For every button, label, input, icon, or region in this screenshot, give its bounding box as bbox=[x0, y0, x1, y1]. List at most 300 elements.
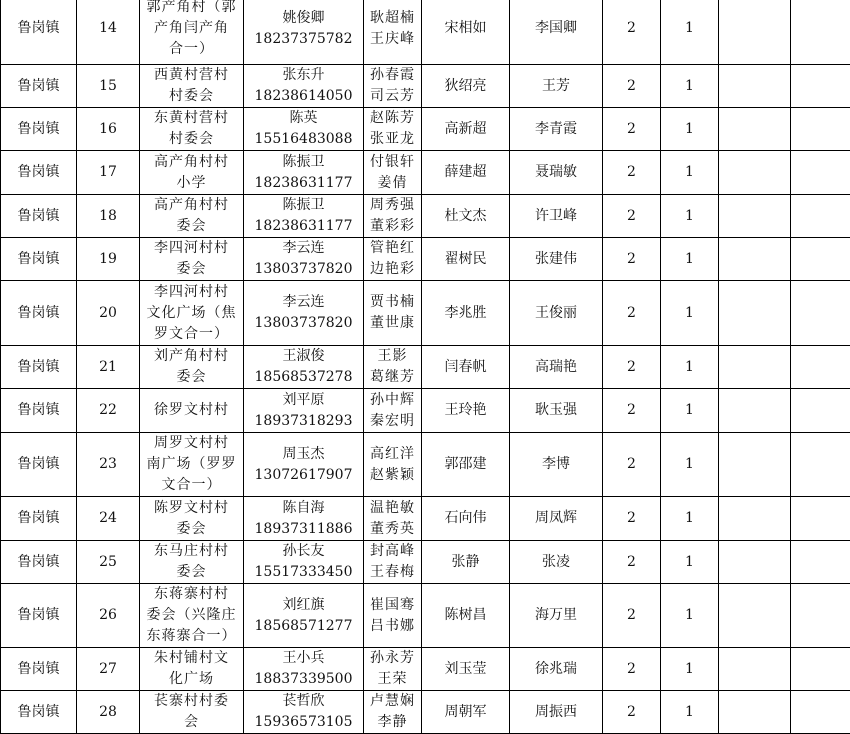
count-b-cell bbox=[661, 389, 719, 433]
site-cell bbox=[140, 151, 244, 195]
site-cell-line: 周罗文村村 bbox=[142, 433, 241, 454]
serial-cell-line: 18 bbox=[79, 206, 137, 227]
contact-cell bbox=[244, 281, 364, 346]
town-cell-line: 鲁岗镇 bbox=[3, 357, 74, 378]
table-row bbox=[1, 433, 850, 497]
blank-cell-2 bbox=[791, 281, 850, 346]
site-cell-line: 罗文合一） bbox=[142, 324, 241, 345]
table-row bbox=[1, 584, 850, 648]
contact-cell-line: 陈振卫 bbox=[246, 152, 361, 173]
person-2-cell bbox=[510, 0, 603, 65]
site-cell-line: 南广场（罗罗 bbox=[142, 454, 241, 475]
site-cell-line: 东蒋寨合一） bbox=[142, 626, 241, 647]
serial-cell bbox=[77, 151, 140, 195]
contact-cell-line: 陈自海 bbox=[246, 498, 361, 519]
contact-cell-line: 13803737820 bbox=[246, 259, 361, 280]
table-row bbox=[1, 108, 850, 151]
site-cell bbox=[140, 541, 244, 584]
contact-cell-line: 18568537278 bbox=[246, 367, 361, 388]
staff-names-cell-line: 王庆峰 bbox=[366, 29, 419, 50]
contact-cell bbox=[244, 238, 364, 281]
count-a-cell-line: 2 bbox=[605, 206, 658, 227]
town-cell bbox=[1, 691, 77, 734]
staff-names-cell-line: 王荣 bbox=[366, 669, 419, 690]
contact-cell-line: 姚俊卿 bbox=[246, 8, 361, 29]
staff-names-cell-line: 孙中辉 bbox=[366, 390, 419, 411]
person-1-cell bbox=[422, 389, 510, 433]
town-cell bbox=[1, 541, 77, 584]
count-a-cell-line: 2 bbox=[605, 605, 658, 626]
site-cell-line: 徐罗文村村 bbox=[142, 400, 241, 421]
contact-cell bbox=[244, 584, 364, 648]
contact-cell-line: 15936573105 bbox=[246, 712, 361, 733]
serial-cell bbox=[77, 281, 140, 346]
blank-cell-1 bbox=[719, 0, 791, 65]
contact-cell bbox=[244, 65, 364, 108]
contact-cell-line: 18568571277 bbox=[246, 616, 361, 637]
blank-cell-2 bbox=[791, 433, 850, 497]
site-cell-line: 李四河村村 bbox=[142, 238, 241, 259]
site-cell-line: 合一） bbox=[142, 39, 241, 60]
count-a-cell-line: 2 bbox=[605, 249, 658, 270]
person-1-cell bbox=[422, 584, 510, 648]
serial-cell-line: 17 bbox=[79, 162, 137, 183]
contact-cell-line: 18238631177 bbox=[246, 173, 361, 194]
table-row bbox=[1, 497, 850, 541]
count-a-cell bbox=[603, 691, 661, 734]
town-cell bbox=[1, 238, 77, 281]
contact-cell bbox=[244, 108, 364, 151]
town-cell-line: 鲁岗镇 bbox=[3, 162, 74, 183]
blank-cell-1 bbox=[719, 584, 791, 648]
town-cell bbox=[1, 497, 77, 541]
blank-cell-1 bbox=[719, 65, 791, 108]
site-cell bbox=[140, 238, 244, 281]
person-2-cell bbox=[510, 108, 603, 151]
person-1-cell bbox=[422, 433, 510, 497]
person-1-cell-line: 周朝军 bbox=[424, 702, 507, 723]
contact-cell-line: 18238631177 bbox=[246, 216, 361, 237]
table-row bbox=[1, 691, 850, 734]
count-b-cell bbox=[661, 346, 719, 389]
person-1-cell-line: 薛建超 bbox=[424, 162, 507, 183]
staff-names-cell bbox=[364, 0, 422, 65]
count-b-cell-line: 1 bbox=[663, 249, 716, 270]
count-a-cell bbox=[603, 497, 661, 541]
person-2-cell bbox=[510, 497, 603, 541]
count-a-cell-line: 2 bbox=[605, 303, 658, 324]
town-cell-line: 鲁岗镇 bbox=[3, 659, 74, 680]
contact-cell-line: 李云连 bbox=[246, 292, 361, 313]
blank-cell-2 bbox=[791, 108, 850, 151]
table-row bbox=[1, 281, 850, 346]
person-2-cell-line: 周凤辉 bbox=[512, 508, 600, 529]
count-a-cell bbox=[603, 346, 661, 389]
person-2-cell-line: 聂瑞敏 bbox=[512, 162, 600, 183]
count-a-cell-line: 2 bbox=[605, 552, 658, 573]
count-a-cell bbox=[603, 108, 661, 151]
person-1-cell-line: 张静 bbox=[424, 552, 507, 573]
blank-cell-1 bbox=[719, 346, 791, 389]
staff-names-cell-line: 王春梅 bbox=[366, 562, 419, 583]
staff-names-cell-line: 姜倩 bbox=[366, 173, 419, 194]
staff-names-cell bbox=[364, 433, 422, 497]
count-a-cell bbox=[603, 238, 661, 281]
person-2-cell bbox=[510, 648, 603, 691]
count-a-cell bbox=[603, 541, 661, 584]
person-1-cell bbox=[422, 691, 510, 734]
count-b-cell bbox=[661, 65, 719, 108]
person-1-cell bbox=[422, 151, 510, 195]
site-cell bbox=[140, 346, 244, 389]
town-cell-line: 鲁岗镇 bbox=[3, 508, 74, 529]
blank-cell-2 bbox=[791, 65, 850, 108]
staff-names-cell-line: 付银轩 bbox=[366, 152, 419, 173]
blank-cell-2 bbox=[791, 584, 850, 648]
staff-names-cell-line: 孙永芳 bbox=[366, 648, 419, 669]
contact-cell-line: 王淑俊 bbox=[246, 346, 361, 367]
staff-names-cell bbox=[364, 281, 422, 346]
person-1-cell bbox=[422, 346, 510, 389]
table-row bbox=[1, 648, 850, 691]
blank-cell-2 bbox=[791, 238, 850, 281]
contact-cell bbox=[244, 346, 364, 389]
contact-cell-line: 李云连 bbox=[246, 238, 361, 259]
person-2-cell-line: 许卫峰 bbox=[512, 206, 600, 227]
site-cell bbox=[140, 0, 244, 65]
town-cell bbox=[1, 584, 77, 648]
town-cell-line: 鲁岗镇 bbox=[3, 702, 74, 723]
town-cell-line: 鲁岗镇 bbox=[3, 249, 74, 270]
staff-names-cell bbox=[364, 151, 422, 195]
serial-cell bbox=[77, 0, 140, 65]
contact-cell-line: 苌哲欣 bbox=[246, 691, 361, 712]
person-2-cell bbox=[510, 238, 603, 281]
site-cell bbox=[140, 584, 244, 648]
site-cell bbox=[140, 648, 244, 691]
table-row bbox=[1, 65, 850, 108]
serial-cell-line: 27 bbox=[79, 659, 137, 680]
person-2-cell bbox=[510, 584, 603, 648]
person-2-cell-line: 李博 bbox=[512, 454, 600, 475]
serial-cell bbox=[77, 497, 140, 541]
count-b-cell-line: 1 bbox=[663, 702, 716, 723]
count-b-cell bbox=[661, 691, 719, 734]
blank-cell-1 bbox=[719, 389, 791, 433]
blank-cell-1 bbox=[719, 151, 791, 195]
serial-cell-line: 22 bbox=[79, 400, 137, 421]
person-1-cell bbox=[422, 195, 510, 238]
staff-names-cell bbox=[364, 389, 422, 433]
site-cell-line: 会 bbox=[142, 712, 241, 733]
person-2-cell bbox=[510, 281, 603, 346]
town-cell-line: 鲁岗镇 bbox=[3, 454, 74, 475]
site-cell-line: 产角闫产角 bbox=[142, 18, 241, 39]
contact-cell-line: 周玉杰 bbox=[246, 444, 361, 465]
staff-names-cell-line: 温艳敏 bbox=[366, 498, 419, 519]
town-cell bbox=[1, 346, 77, 389]
blank-cell-2 bbox=[791, 346, 850, 389]
person-1-cell-line: 狄绍亮 bbox=[424, 76, 507, 97]
site-cell-line: 化广场 bbox=[142, 669, 241, 690]
site-cell-line: 东黄村营村 bbox=[142, 108, 241, 129]
site-cell-line: 委会 bbox=[142, 259, 241, 280]
person-2-cell-line: 周振西 bbox=[512, 702, 600, 723]
staff-names-cell-line: 赵陈芳 bbox=[366, 108, 419, 129]
contact-cell-line: 王小兵 bbox=[246, 648, 361, 669]
count-b-cell bbox=[661, 541, 719, 584]
blank-cell-2 bbox=[791, 389, 850, 433]
person-2-cell-line: 张凌 bbox=[512, 552, 600, 573]
person-2-cell bbox=[510, 389, 603, 433]
count-a-cell bbox=[603, 389, 661, 433]
person-2-cell-line: 李青霞 bbox=[512, 119, 600, 140]
staff-names-cell bbox=[364, 691, 422, 734]
serial-cell bbox=[77, 648, 140, 691]
person-2-cell bbox=[510, 151, 603, 195]
person-1-cell bbox=[422, 541, 510, 584]
town-cell bbox=[1, 281, 77, 346]
site-cell-line: 村委会 bbox=[142, 129, 241, 150]
town-cell-line: 鲁岗镇 bbox=[3, 400, 74, 421]
contact-cell-line: 15516483088 bbox=[246, 129, 361, 150]
person-2-cell-line: 耿玉强 bbox=[512, 400, 600, 421]
blank-cell-1 bbox=[719, 433, 791, 497]
count-b-cell bbox=[661, 0, 719, 65]
staff-names-cell-line: 赵紫颖 bbox=[366, 465, 419, 486]
blank-cell-2 bbox=[791, 0, 850, 65]
staff-names-cell-line: 崔国骞 bbox=[366, 595, 419, 616]
site-cell-line: 委会 bbox=[142, 562, 241, 583]
count-b-cell-line: 1 bbox=[663, 400, 716, 421]
staff-names-cell-line: 周秀强 bbox=[366, 195, 419, 216]
serial-cell-line: 23 bbox=[79, 454, 137, 475]
site-cell-line: 委会（兴隆庄 bbox=[142, 605, 241, 626]
person-2-cell-line: 张建伟 bbox=[512, 249, 600, 270]
count-b-cell-line: 1 bbox=[663, 303, 716, 324]
contact-cell-line: 18937311886 bbox=[246, 519, 361, 540]
town-cell-line: 鲁岗镇 bbox=[3, 76, 74, 97]
staff-names-cell-line: 秦宏明 bbox=[366, 411, 419, 432]
serial-cell bbox=[77, 433, 140, 497]
site-cell bbox=[140, 195, 244, 238]
site-cell bbox=[140, 281, 244, 346]
contact-cell-line: 陈英 bbox=[246, 108, 361, 129]
person-2-cell bbox=[510, 346, 603, 389]
serial-cell-line: 25 bbox=[79, 552, 137, 573]
staff-names-cell-line: 葛继芳 bbox=[366, 367, 419, 388]
town-cell bbox=[1, 389, 77, 433]
person-1-cell-line: 翟树民 bbox=[424, 249, 507, 270]
contact-cell-line: 13072617907 bbox=[246, 465, 361, 486]
count-a-cell-line: 2 bbox=[605, 508, 658, 529]
person-1-cell-line: 刘玉莹 bbox=[424, 659, 507, 680]
person-1-cell bbox=[422, 238, 510, 281]
serial-cell bbox=[77, 691, 140, 734]
serial-cell bbox=[77, 195, 140, 238]
blank-cell-2 bbox=[791, 497, 850, 541]
count-a-cell bbox=[603, 0, 661, 65]
town-cell bbox=[1, 433, 77, 497]
person-1-cell-line: 宋相如 bbox=[424, 18, 507, 39]
blank-cell-2 bbox=[791, 195, 850, 238]
site-cell bbox=[140, 65, 244, 108]
site-cell-line: 陈罗文村村 bbox=[142, 498, 241, 519]
contact-cell bbox=[244, 389, 364, 433]
blank-cell-1 bbox=[719, 691, 791, 734]
blank-cell-2 bbox=[791, 648, 850, 691]
staff-names-cell bbox=[364, 346, 422, 389]
town-cell-line: 鲁岗镇 bbox=[3, 303, 74, 324]
contact-cell bbox=[244, 195, 364, 238]
blank-cell-1 bbox=[719, 648, 791, 691]
staff-names-cell-line: 董彩彩 bbox=[366, 216, 419, 237]
count-a-cell bbox=[603, 65, 661, 108]
serial-cell-line: 20 bbox=[79, 303, 137, 324]
blank-cell-1 bbox=[719, 541, 791, 584]
town-cell-line: 鲁岗镇 bbox=[3, 206, 74, 227]
count-b-cell-line: 1 bbox=[663, 162, 716, 183]
table-row bbox=[1, 389, 850, 433]
serial-cell bbox=[77, 108, 140, 151]
staff-names-cell bbox=[364, 584, 422, 648]
site-cell-line: 西黄村营村 bbox=[142, 65, 241, 86]
count-a-cell-line: 2 bbox=[605, 454, 658, 475]
site-cell-line: 刘产角村村 bbox=[142, 346, 241, 367]
serial-cell bbox=[77, 389, 140, 433]
person-2-cell bbox=[510, 433, 603, 497]
person-2-cell-line: 徐兆瑞 bbox=[512, 659, 600, 680]
contact-cell-line: 陈振卫 bbox=[246, 195, 361, 216]
count-b-cell-line: 1 bbox=[663, 76, 716, 97]
serial-cell bbox=[77, 541, 140, 584]
contact-cell-line: 13803737820 bbox=[246, 313, 361, 334]
count-a-cell-line: 2 bbox=[605, 18, 658, 39]
staff-names-cell-line: 高红洋 bbox=[366, 444, 419, 465]
town-cell-line: 鲁岗镇 bbox=[3, 552, 74, 573]
town-cell-line: 鲁岗镇 bbox=[3, 119, 74, 140]
staff-names-cell-line: 司云芳 bbox=[366, 86, 419, 107]
staff-names-cell-line: 董世康 bbox=[366, 313, 419, 334]
site-cell bbox=[140, 108, 244, 151]
blank-cell-1 bbox=[719, 281, 791, 346]
person-1-cell-line: 闫春帆 bbox=[424, 357, 507, 378]
contact-cell-line: 15517333450 bbox=[246, 562, 361, 583]
person-1-cell bbox=[422, 108, 510, 151]
site-cell-line: 村委会 bbox=[142, 86, 241, 107]
site-cell-line: 东马庄村村 bbox=[142, 541, 241, 562]
staff-names-cell-line: 李静 bbox=[366, 712, 419, 733]
contact-cell-line: 刘平原 bbox=[246, 390, 361, 411]
site-cell-line: 委会 bbox=[142, 519, 241, 540]
town-cell bbox=[1, 648, 77, 691]
staff-names-cell-line: 吕书娜 bbox=[366, 616, 419, 637]
blank-cell-2 bbox=[791, 541, 850, 584]
count-a-cell-line: 2 bbox=[605, 76, 658, 97]
site-cell-line: 李四河村村 bbox=[142, 282, 241, 303]
count-a-cell-line: 2 bbox=[605, 400, 658, 421]
site-cell-line: 郭产角村（郭 bbox=[142, 0, 241, 18]
site-cell-line: 文化广场（焦 bbox=[142, 303, 241, 324]
count-a-cell bbox=[603, 433, 661, 497]
count-a-cell bbox=[603, 584, 661, 648]
site-cell-line: 朱村铺村文 bbox=[142, 648, 241, 669]
person-2-cell-line: 高瑞艳 bbox=[512, 357, 600, 378]
staff-names-cell-line: 边艳彩 bbox=[366, 259, 419, 280]
town-cell-line: 鲁岗镇 bbox=[3, 18, 74, 39]
contact-cell-line: 18837339500 bbox=[246, 669, 361, 690]
blank-cell-2 bbox=[791, 151, 850, 195]
town-cell bbox=[1, 108, 77, 151]
serial-cell-line: 28 bbox=[79, 702, 137, 723]
staff-names-cell-line: 孙春霞 bbox=[366, 65, 419, 86]
table-row bbox=[1, 0, 850, 65]
count-a-cell-line: 2 bbox=[605, 357, 658, 378]
person-2-cell bbox=[510, 195, 603, 238]
contact-cell-line: 刘红旗 bbox=[246, 595, 361, 616]
site-cell-line: 高产角村村 bbox=[142, 195, 241, 216]
staff-names-cell-line: 管艳红 bbox=[366, 238, 419, 259]
site-cell-line: 文合一） bbox=[142, 475, 241, 496]
staff-names-cell-line: 耿超楠 bbox=[366, 8, 419, 29]
staff-names-cell bbox=[364, 648, 422, 691]
count-b-cell bbox=[661, 108, 719, 151]
contact-cell bbox=[244, 0, 364, 65]
site-cell bbox=[140, 691, 244, 734]
site-cell-line: 小学 bbox=[142, 173, 241, 194]
count-b-cell bbox=[661, 151, 719, 195]
site-cell-line: 委会 bbox=[142, 367, 241, 388]
site-cell-line: 高产角村村 bbox=[142, 152, 241, 173]
count-b-cell bbox=[661, 195, 719, 238]
blank-cell-1 bbox=[719, 238, 791, 281]
contact-cell bbox=[244, 691, 364, 734]
count-a-cell-line: 2 bbox=[605, 119, 658, 140]
contact-cell bbox=[244, 151, 364, 195]
count-b-cell bbox=[661, 584, 719, 648]
town-cell bbox=[1, 65, 77, 108]
person-1-cell bbox=[422, 281, 510, 346]
table-body bbox=[1, 0, 850, 734]
person-2-cell-line: 王俊丽 bbox=[512, 303, 600, 324]
count-b-cell-line: 1 bbox=[663, 18, 716, 39]
count-a-cell bbox=[603, 281, 661, 346]
staff-names-cell-line: 张亚龙 bbox=[366, 129, 419, 150]
blank-cell-1 bbox=[719, 497, 791, 541]
serial-cell bbox=[77, 238, 140, 281]
contact-cell-line: 18238614050 bbox=[246, 86, 361, 107]
serial-cell bbox=[77, 346, 140, 389]
person-1-cell-line: 石向伟 bbox=[424, 508, 507, 529]
staff-names-cell-line: 卢慧娴 bbox=[366, 691, 419, 712]
contact-cell-line: 18937318293 bbox=[246, 411, 361, 432]
staff-names-cell-line: 董秀英 bbox=[366, 519, 419, 540]
site-cell bbox=[140, 389, 244, 433]
person-2-cell-line: 李国卿 bbox=[512, 18, 600, 39]
count-b-cell-line: 1 bbox=[663, 206, 716, 227]
person-1-cell-line: 王玲艳 bbox=[424, 400, 507, 421]
count-a-cell bbox=[603, 151, 661, 195]
person-1-cell bbox=[422, 497, 510, 541]
person-2-cell-line: 王芳 bbox=[512, 76, 600, 97]
person-1-cell bbox=[422, 0, 510, 65]
town-cell-line: 鲁岗镇 bbox=[3, 605, 74, 626]
table-row bbox=[1, 541, 850, 584]
blank-cell-1 bbox=[719, 108, 791, 151]
staff-names-cell bbox=[364, 497, 422, 541]
count-b-cell-line: 1 bbox=[663, 552, 716, 573]
count-b-cell-line: 1 bbox=[663, 454, 716, 475]
